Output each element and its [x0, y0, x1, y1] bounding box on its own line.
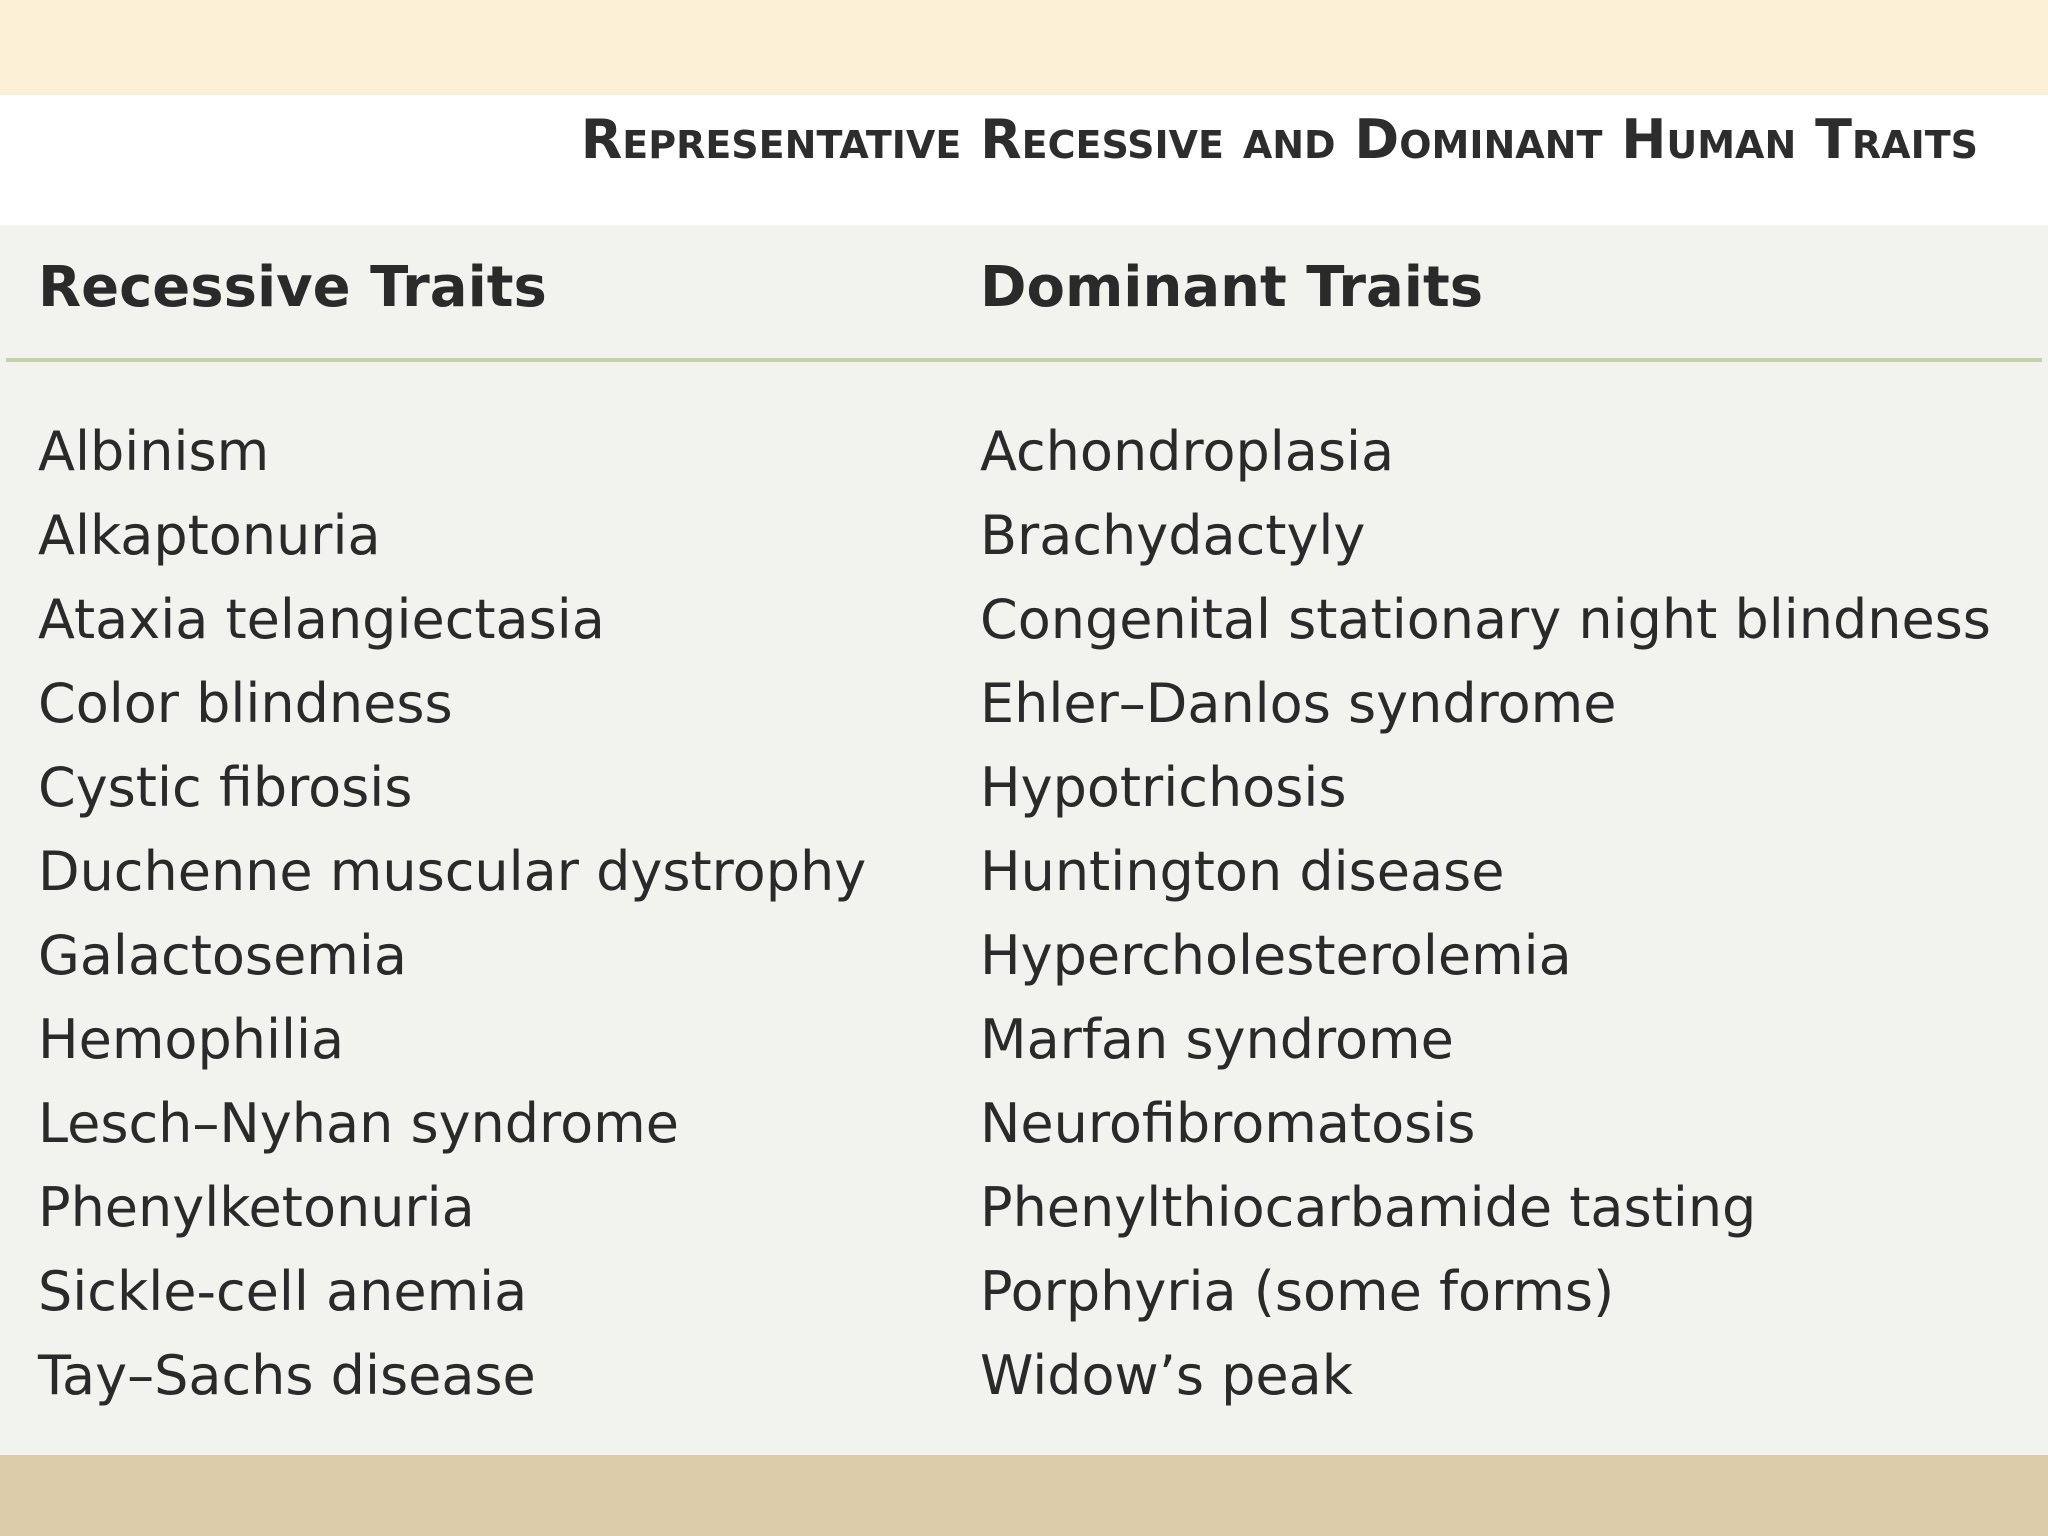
- dominant-trait-item: Huntington disease: [980, 840, 1505, 903]
- dominant-trait-item: Widow’s peak: [980, 1344, 1354, 1407]
- dominant-trait-item: Brachydactyly: [980, 504, 1366, 567]
- dominant-trait-item: Porphyria (some forms): [980, 1260, 1615, 1323]
- recessive-traits-list: [38, 410, 866, 1418]
- recessive-trait-item: Albinism: [38, 420, 270, 483]
- dominant-trait-item: Hypercholesterolemia: [980, 924, 1572, 987]
- recessive-trait-item: Ataxia telangiectasia: [38, 588, 605, 651]
- dominant-traits-header: Dominant Traits: [980, 255, 1484, 320]
- recessive-trait-item: Tay–Sachs disease: [38, 1344, 536, 1407]
- dominant-trait-item: Marfan syndrome: [980, 1008, 1454, 1071]
- recessive-trait-item: Cystic fibrosis: [38, 756, 413, 819]
- recessive-trait-item: Duchenne muscular dystrophy: [38, 840, 867, 903]
- dominant-traits-list: [980, 410, 1991, 1418]
- top-background-band: [0, 0, 2048, 95]
- recessive-trait-item: Hemophilia: [38, 1008, 345, 1071]
- recessive-traits-header: Recessive Traits: [38, 255, 547, 320]
- table-title: Representative Recessive and Dominant Human Traits: [580, 108, 1978, 171]
- dominant-trait-item: Achondroplasia: [980, 420, 1395, 483]
- header-divider: [6, 358, 2042, 362]
- recessive-trait-item: Galactosemia: [38, 924, 407, 987]
- bottom-background-band: [0, 1455, 2048, 1536]
- dominant-trait-item: Hypotrichosis: [980, 756, 1347, 819]
- recessive-trait-item: Color blindness: [38, 672, 453, 735]
- recessive-trait-item: Alkaptonuria: [38, 504, 381, 567]
- recessive-trait-item: Lesch–Nyhan syndrome: [38, 1092, 679, 1155]
- dominant-trait-item: Congenital stationary night blindness: [980, 588, 1991, 651]
- dominant-trait-item: Neurofibromatosis: [980, 1092, 1476, 1155]
- recessive-trait-item: Phenylketonuria: [38, 1176, 475, 1239]
- recessive-trait-item: Sickle-cell anemia: [38, 1260, 528, 1323]
- dominant-trait-item: Phenylthiocarbamide tasting: [980, 1176, 1757, 1239]
- dominant-trait-item: Ehler–Danlos syndrome: [980, 672, 1617, 735]
